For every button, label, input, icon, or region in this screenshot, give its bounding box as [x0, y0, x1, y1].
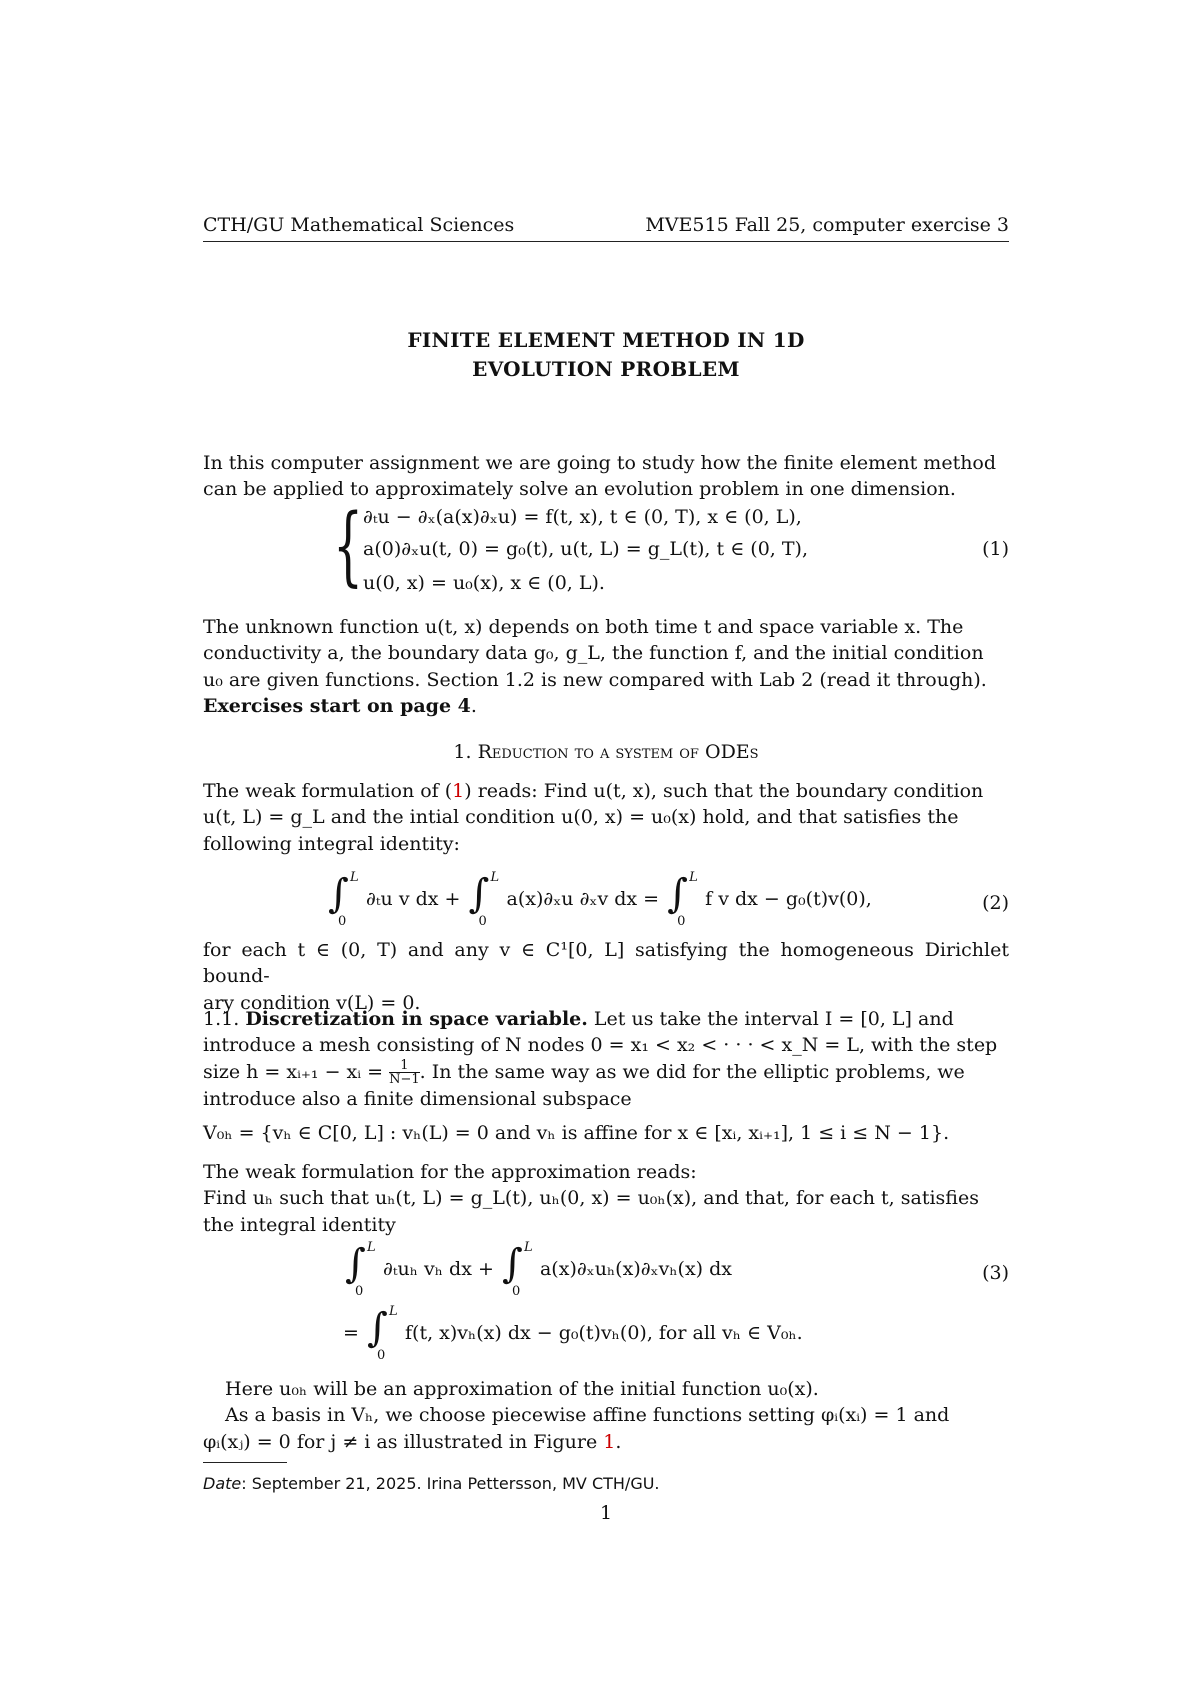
- closing-line-3-b: .: [615, 1430, 622, 1453]
- equation-number-3: (3): [982, 1262, 1009, 1284]
- intro-paragraph: [203, 450, 1009, 503]
- weak-line-3: following integral identity:: [203, 832, 460, 855]
- integral-sign: ∫ L 0: [667, 870, 698, 929]
- title-line-1: FINITE ELEMENT METHOD IN 1D: [407, 328, 805, 352]
- integral-sign: ∫ L 0: [345, 1240, 376, 1299]
- system-eq-2: a(0)∂ₓu(t, 0) = g₀(t), u(t, L) = g_L(t), t ∈ (0, T),: [363, 538, 808, 560]
- title-line-2: EVOLUTION PROBLEM: [472, 357, 740, 381]
- subsection-1-1-title: Discretization in space variable.: [245, 1008, 588, 1030]
- step-size-text: size h = xᵢ₊₁ − xᵢ =: [203, 1060, 390, 1083]
- paper-page: [203, 0, 1009, 1696]
- equation-3: [203, 1240, 1009, 1363]
- eq3-row1-term-2: a(x)∂ₓuₕ(x)∂ₓvₕ(x) dx: [539, 1258, 733, 1280]
- equation-number-1: (1): [982, 538, 1009, 560]
- subsection-1-1-line-1: [203, 1006, 1009, 1032]
- eq2-term-2: a(x)∂ₓu ∂ₓv dx =: [506, 888, 660, 910]
- subsection-1-1-line-1-tail: Let us take the interval I = [0, L] and: [587, 1008, 954, 1030]
- after-system-line-2: conductivity a, the boundary data g₀, g_L, the function f, and the initial condition: [203, 642, 984, 665]
- footnote-text: : September 21, 2025. Irina Pettersson, MV CTH/GU.: [241, 1474, 660, 1493]
- subsection-1-1-line-3-tail: . In the same way as we did for the elliptic problems, we: [419, 1060, 965, 1083]
- approx-line-2: Find uₕ such that uₕ(t, L) = g_L(t), uₕ(0, x) = u₀ₕ(x), and that, for each t, satisfies: [203, 1187, 979, 1210]
- equation-3-row-2: [343, 1304, 803, 1363]
- integral-sign: ∫ L 0: [501, 1240, 533, 1299]
- equation-2-body: [326, 870, 872, 929]
- header-right: MVE515 Fall 25, computer exercise 3: [645, 214, 1009, 236]
- subsection-1-1-line-4: introduce also a finite dimensional subspace: [203, 1088, 632, 1111]
- equation-1: [203, 496, 1009, 602]
- after-eq2-paragraph: [203, 937, 1009, 1016]
- equation-number-2: (2): [982, 892, 1009, 914]
- subsection-1-1-line-2: introduce a mesh consisting of N nodes 0 = x₁ < x₂ < · · · < x_N = L, with the step: [203, 1034, 998, 1057]
- header-left: CTH/GU Mathematical Sciences: [203, 214, 515, 236]
- eq3-row2-term: f(t, x)vₕ(x) dx − g₀(t)vₕ(0), for all vₕ ∈ V₀ₕ.: [405, 1322, 803, 1344]
- weak-formulation-paragraph: [203, 778, 1009, 857]
- weak-line-1-b: ) reads: Find u(t, x), such that the boundary condition: [464, 780, 984, 802]
- section-1-number: 1.: [453, 741, 472, 763]
- footnote-rule: [203, 1462, 287, 1463]
- left-brace: {: [333, 496, 364, 596]
- equation-3-row-1: [343, 1240, 733, 1299]
- weak-line-1-a: The weak formulation of (: [203, 780, 453, 802]
- footnote: [203, 1474, 1009, 1493]
- intro-line-1: In this computer assignment we are going to study how the finite element method: [203, 452, 997, 474]
- eq3-row1-term-1: ∂ₜuₕ vₕ dx +: [383, 1258, 494, 1280]
- system-eq-3: u(0, x) = u₀(x), x ∈ (0, L).: [363, 572, 605, 594]
- approx-line-1: The weak formulation for the approximation reads:: [203, 1161, 697, 1183]
- eq2-term-3: f v dx − g₀(t)v(0),: [705, 888, 872, 910]
- footnote-label: Date: [203, 1474, 242, 1493]
- equation-1-ref-link[interactable]: 1: [452, 780, 465, 802]
- eq3-row2-equals: =: [343, 1322, 359, 1344]
- after-eq2-line-1: for each t ∈ (0, T) and any v ∈ C¹[0, L] satisfying the homogeneous Dirichlet bound-: [203, 939, 1009, 988]
- weak-line-2: u(t, L) = g_L and the intial condition u(0, x) = u₀(x) hold, and that satisfies the: [203, 806, 959, 829]
- page-number: 1: [599, 1502, 613, 1524]
- approximation-paragraph: [203, 1159, 1009, 1238]
- step-size-fraction: [389, 1059, 420, 1086]
- section-1-title: Reduction to a system of ODEs: [477, 741, 759, 763]
- figure-1-ref-link[interactable]: 1: [603, 1430, 616, 1453]
- paper-title: [203, 326, 1009, 384]
- eq2-term-1: ∂ₜu v dx +: [366, 888, 461, 910]
- section-1-heading: [203, 741, 1009, 763]
- integral-sign: ∫ L 0: [468, 870, 500, 929]
- exercises-start-bold: Exercises start on page 4: [203, 694, 471, 717]
- weak-line-1: [203, 778, 1009, 804]
- integral-sign: ∫ L 0: [366, 1304, 398, 1363]
- subsection-1-1: [203, 1006, 1009, 1112]
- approx-line-3: the integral identity: [203, 1213, 396, 1236]
- closing-line-3: [203, 1429, 1009, 1455]
- closing-paragraph: [203, 1376, 1009, 1455]
- after-eq2-line-2: ary condition v(L) = 0.: [203, 991, 421, 1014]
- header-rule: [203, 241, 1009, 242]
- exercises-note-tail: .: [470, 694, 477, 717]
- equation-2: [203, 870, 1009, 930]
- fraction-denominator: N−1: [389, 1072, 420, 1088]
- exercises-note: [203, 693, 1009, 719]
- running-header: [203, 214, 1009, 244]
- finite-space-definition: V₀ₕ = {vₕ ∈ C[0, L] : vₕ(L) = 0 and vₕ is affine for x ∈ [xᵢ, xᵢ₊₁], 1 ≤ i ≤ N − 1}.: [203, 1122, 950, 1144]
- closing-line-1: Here u₀ₕ will be an approximation of the initial function u₀(x).: [225, 1378, 819, 1400]
- subsection-1-1-line-3: [203, 1059, 1009, 1087]
- system-eq-1: ∂ₜu − ∂ₓ(a(x)∂ₓu) = f(t, x), t ∈ (0, T), x ∈ (0, L),: [363, 506, 802, 528]
- subsection-1-1-number: 1.1.: [203, 1008, 240, 1030]
- integral-sign: ∫ L 0: [328, 870, 359, 929]
- fraction-numerator: 1: [389, 1059, 420, 1073]
- after-system-paragraph: [203, 614, 1009, 719]
- after-system-line-3: u₀ are given functions. Section 1.2 is new compared with Lab 2 (read it through).: [203, 668, 987, 691]
- intro-line-2: can be applied to approximately solve an evolution problem in one dimension.: [203, 478, 956, 501]
- after-system-line-1: The unknown function u(t, x) depends on both time t and space variable x. The: [203, 616, 964, 638]
- closing-line-3-a: φᵢ(xⱼ) = 0 for j ≠ i as illustrated in Figure: [203, 1430, 604, 1453]
- closing-line-2: As a basis in Vₕ, we choose piecewise affine functions setting φᵢ(xᵢ) = 1 and: [225, 1404, 950, 1427]
